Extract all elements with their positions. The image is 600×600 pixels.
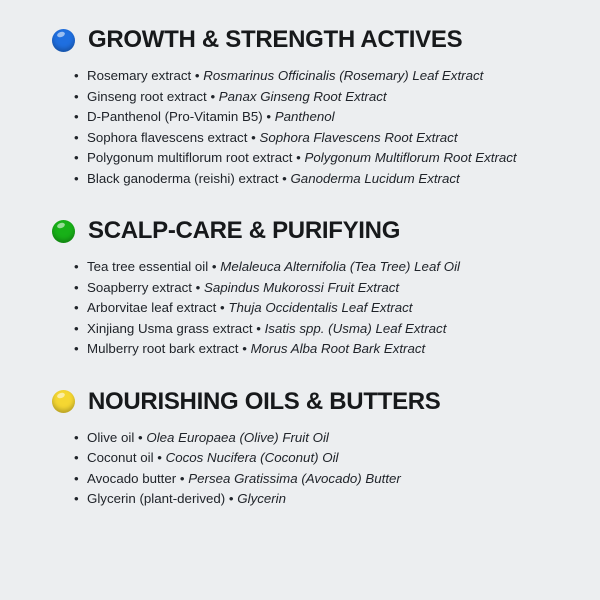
- separator: •: [296, 150, 301, 165]
- ingredient-inci-name: Morus Alba Root Bark Extract: [250, 341, 426, 356]
- ingredient-inci-name: Thuja Occidentalis Leaf Extract: [228, 300, 413, 315]
- ingredient-common-name: D-Panthenol (Pro-Vitamin B5): [87, 109, 263, 124]
- section-scalp-care-purifying: [52, 219, 574, 360]
- section-header: [52, 387, 574, 415]
- list-item: [74, 87, 574, 108]
- ingredient-inci-name: Cocos Nucifera (Coconut) Oil: [165, 450, 339, 465]
- separator: •: [282, 170, 287, 186]
- ingredient-inci-name: Sapindus Mukorossi Fruit Extract: [204, 279, 400, 295]
- ingredient-common-name: Polygonum multiflorum root extract: [87, 150, 293, 165]
- ingredient-common-name: Soapberry extract: [87, 279, 192, 295]
- separator: •: [228, 491, 234, 506]
- bullet-glyph: •: [74, 109, 79, 124]
- list-item: [74, 278, 574, 299]
- bullet-glyph: •: [74, 170, 79, 186]
- bullet-glyph: •: [74, 320, 79, 336]
- list-item: [74, 257, 574, 278]
- ingredient-common-name: Olive oil: [87, 429, 135, 445]
- ingredient-common-name: Coconut oil: [87, 450, 154, 465]
- separator: •: [251, 129, 256, 145]
- ingredient-inci-name: Polygonum Multiflorum Root Extract: [304, 150, 517, 165]
- bullet-glyph: •: [74, 129, 79, 145]
- ingredient-common-name: Arborvitae leaf extract: [87, 300, 217, 315]
- bullet-glyph: •: [74, 300, 79, 315]
- yellow-dot-icon: [52, 390, 75, 413]
- section-title: SCALP-CARE & PURIFYING: [88, 217, 401, 244]
- bullet-glyph: •: [74, 150, 79, 165]
- separator: •: [256, 320, 261, 336]
- bullet-glyph: •: [74, 259, 79, 274]
- list-item: [74, 66, 574, 87]
- separator: •: [195, 279, 201, 295]
- list-item: [74, 428, 574, 449]
- list-item: [74, 469, 574, 490]
- green-dot-icon: [52, 220, 75, 243]
- separator: •: [210, 88, 216, 104]
- separator: •: [211, 259, 217, 274]
- ingredient-inci-name: Melaleuca Alternifolia (Tea Tree) Leaf Oil: [220, 259, 460, 274]
- bullet-glyph: •: [74, 429, 79, 445]
- bullet-glyph: •: [74, 68, 79, 83]
- ingredient-common-name: Glycerin (plant-derived): [87, 491, 226, 506]
- bullet-glyph: •: [74, 341, 79, 356]
- section-title: GROWTH & STRENGTH ACTIVES: [88, 26, 463, 53]
- ingredient-inci-name: Panax Ginseng Root Extract: [218, 88, 387, 104]
- ingredient-inci-name: Glycerin: [237, 491, 287, 506]
- ingredient-inci-name: Ganoderma Lucidum Extract: [290, 170, 460, 186]
- separator: •: [242, 341, 247, 356]
- ingredient-common-name: Rosemary extract: [87, 68, 192, 83]
- separator: •: [179, 470, 185, 486]
- list-item: [74, 169, 574, 190]
- bullet-glyph: •: [74, 491, 79, 506]
- ingredient-common-name: Sophora flavescens extract: [87, 129, 248, 145]
- ingredient-inci-name: Persea Gratissima (Avocado) Butter: [188, 470, 401, 486]
- list-item: [74, 148, 574, 169]
- ingredient-list: [52, 428, 574, 510]
- bullet-glyph: •: [74, 88, 79, 104]
- ingredient-inci-name: Olea Europaea (Olive) Fruit Oil: [146, 429, 329, 445]
- separator: •: [266, 109, 272, 124]
- blue-dot-icon: [52, 29, 75, 52]
- section-header: [52, 28, 574, 52]
- ingredient-list: [52, 257, 574, 360]
- section-title: NOURISHING OILS & BUTTERS: [88, 387, 441, 415]
- ingredient-inci-name: Rosmarinus Officinalis (Rosemary) Leaf Extract: [203, 68, 484, 83]
- section-growth-strength-actives: [52, 28, 574, 189]
- bullet-glyph: •: [74, 470, 79, 486]
- ingredient-common-name: Avocado butter: [87, 470, 177, 486]
- ingredient-inci-name: Panthenol: [274, 109, 335, 124]
- ingredient-common-name: Ginseng root extract: [87, 88, 207, 104]
- section-nourishing-oils-butters: [52, 387, 574, 510]
- separator: •: [220, 300, 225, 315]
- list-item: [74, 489, 574, 510]
- list-item: [74, 128, 574, 149]
- ingredient-inci-name: Isatis spp. (Usma) Leaf Extract: [264, 320, 447, 336]
- ingredient-common-name: Mulberry root bark extract: [87, 341, 239, 356]
- list-item: [74, 339, 574, 360]
- ingredient-common-name: Xinjiang Usma grass extract: [87, 320, 253, 336]
- ingredient-common-name: Tea tree essential oil: [87, 259, 209, 274]
- list-item: [74, 319, 574, 340]
- separator: •: [157, 450, 162, 465]
- list-item: [74, 298, 574, 319]
- ingredient-inci-name: Sophora Flavescens Root Extract: [259, 129, 458, 145]
- bullet-glyph: •: [74, 450, 79, 465]
- separator: •: [194, 68, 200, 83]
- list-item: [74, 448, 574, 469]
- list-item: [74, 107, 574, 128]
- ingredient-common-name: Black ganoderma (reishi) extract: [87, 170, 279, 186]
- separator: •: [138, 429, 143, 445]
- ingredient-list: [52, 66, 574, 189]
- bullet-glyph: •: [74, 279, 79, 295]
- section-header: [52, 219, 574, 243]
